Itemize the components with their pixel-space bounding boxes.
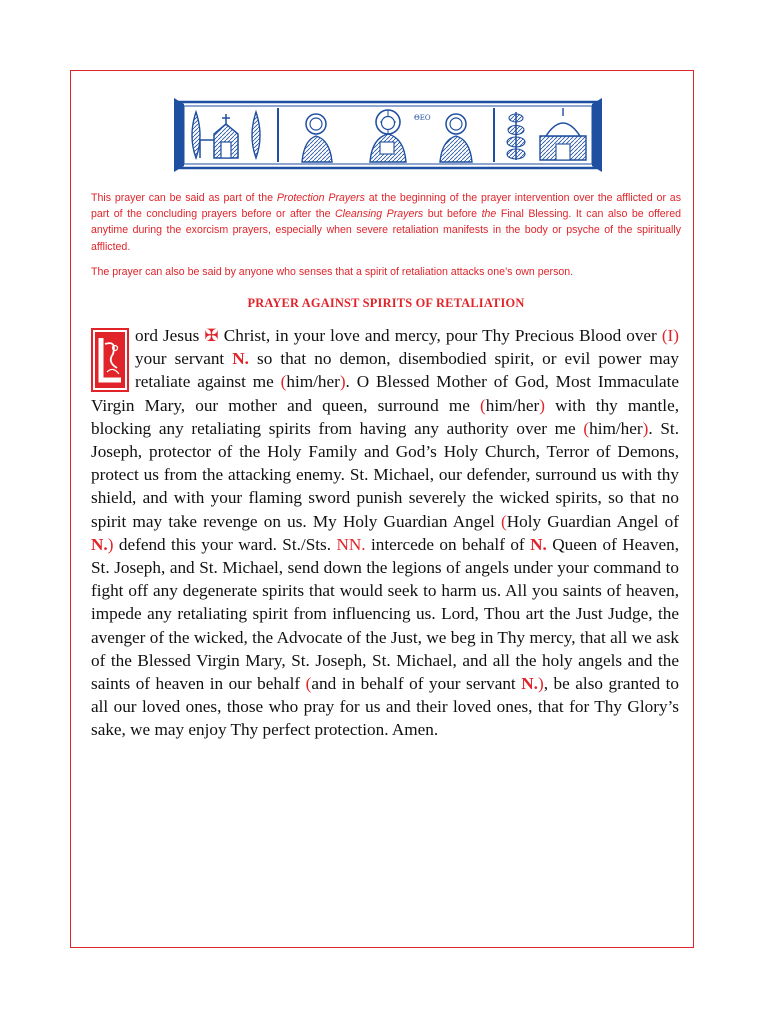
cross-icon: ✠: [204, 326, 219, 345]
illuminated-initial-L: [91, 328, 129, 392]
prayer-title: PRAYER AGAINST SPIRITS OF RETALIATION: [247, 296, 525, 310]
prayer-text: ord Jesus ✠ Christ, in your love and mercy, pour Thy Precious Blood over (I) your servant N. so that no demon, disembodied spirit, or evil power may retaliate against me (him/her). O Blessed Mother of God, Most Immaculate Virgin Mary, our mother and queen, surround me (him/her) with thy mantle, blocking any retaliating spirits from having any authority over me (him/her). St. Joseph, protector of the Holy Family and God’s Holy Church, Terror of Demons, protect us from the attacking enemy. St. Michael, our defender, surround us with thy shield, and with your flaming sword punish severely the wicked spirits, so that no spirit may take revenge on us. My Holy Guardian Angel (Holy Guardian Angel of N.) defend this your ward. St./Sts. NN. intercede on behalf of N. Queen of Heaven, St. Joseph, and St. Michael, send down the legions of angels under your command to fight off any degenerate spirits that would seek to harm us. All you saints of heaven, impede any retaliating spirit from influencing us. Lord, Thou art the Just Judge, the avenger of the wicked, the Advocate of the Just, we beg in Thy mercy, that all we ask of the Blessed Virgin Mary, St. Joseph, St. Michael, and all the holy angels and the saints of heaven in our behalf (and in behalf of your servant N.), be also granted to all our loved ones, those who pray for us and their loved ones, that for Thy Glory’s sake, we may enjoy Thy perfect protection. Amen.: [91, 326, 680, 740]
icon-inscription: ΘΕΟ: [414, 114, 431, 122]
intro-paragraph-2: The prayer can also be said by anyone who senses that a spirit of retaliation attacks one’s own person.: [91, 266, 574, 278]
intro-paragraph-1: This prayer can be said as part of the Protection Prayers at the beginning of the prayer intervention over the afflicted or as part of the concluding prayers before or after the Cleansing Prayers but before the Final Blessing. It can also be offered anytime during the exorcism prayers, especially when severe retaliation manifests in the body or psyche of the spiritually afflicted.: [91, 192, 681, 253]
iconographic-banner: [174, 96, 602, 174]
